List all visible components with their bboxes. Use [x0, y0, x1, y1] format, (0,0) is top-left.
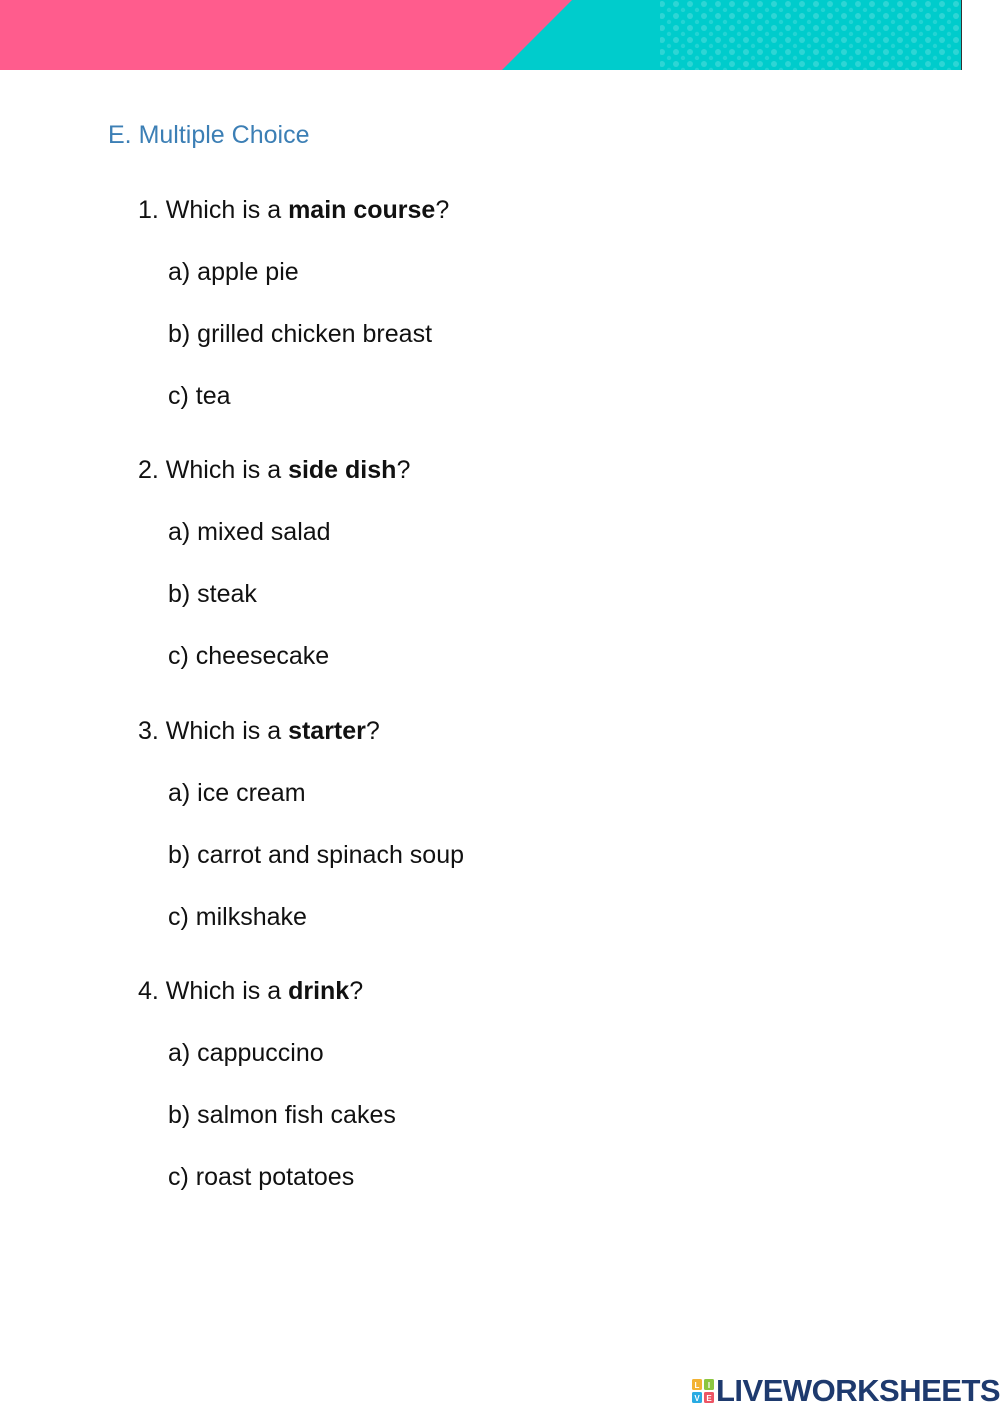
question-1-option-b: b) grilled chicken breast	[168, 320, 433, 348]
banner-dot-pattern	[660, 0, 962, 70]
question-1-option-a: a) apple pie	[168, 258, 299, 286]
liveworksheets-logo	[692, 1374, 1000, 1408]
question-4-option-a: a) cappuccino	[168, 1039, 324, 1067]
svg-text:L: L	[694, 1381, 700, 1390]
question-3-keyword: starter	[288, 717, 366, 745]
question-3-option-a: a) ice cream	[168, 779, 306, 807]
question-4-option-b: b) salmon fish cakes	[168, 1101, 396, 1129]
liveworksheets-logo-icon	[692, 1379, 714, 1403]
question-3-suffix: ?	[365, 717, 380, 745]
question-4	[138, 975, 363, 1007]
question-4-option-c: c) roast potatoes	[168, 1163, 355, 1191]
question-1-option-c: c) tea	[168, 382, 231, 410]
question-2-keyword: side dish	[288, 456, 397, 484]
svg-text:V: V	[694, 1394, 700, 1403]
question-2-option-b: b) steak	[168, 580, 257, 608]
question-1-prefix: 1. Which is a	[138, 196, 289, 224]
question-1	[138, 194, 449, 226]
question-2-option-c: c) cheesecake	[168, 642, 330, 670]
svg-text:I: I	[707, 1381, 711, 1390]
question-2-prefix: 2. Which is a	[138, 456, 289, 484]
question-3-option-c: c) milkshake	[168, 903, 307, 931]
question-3	[138, 715, 380, 747]
question-1-suffix: ?	[435, 196, 450, 224]
header-banner	[0, 0, 962, 70]
question-2	[138, 454, 410, 486]
question-1-keyword: main course	[288, 196, 436, 224]
question-4-suffix: ?	[349, 977, 364, 1005]
question-2-option-a: a) mixed salad	[168, 518, 331, 546]
liveworksheets-brand-text: LIVEWORKSHEETS	[716, 1373, 1000, 1408]
section-title: E. Multiple Choice	[108, 121, 310, 149]
svg-text:E: E	[706, 1394, 712, 1403]
question-4-keyword: drink	[288, 977, 350, 1005]
question-4-prefix: 4. Which is a	[138, 977, 289, 1005]
question-2-suffix: ?	[396, 456, 411, 484]
question-3-prefix: 3. Which is a	[138, 717, 289, 745]
banner-graphic	[0, 0, 962, 70]
question-3-option-b: b) carrot and spinach soup	[168, 841, 465, 869]
